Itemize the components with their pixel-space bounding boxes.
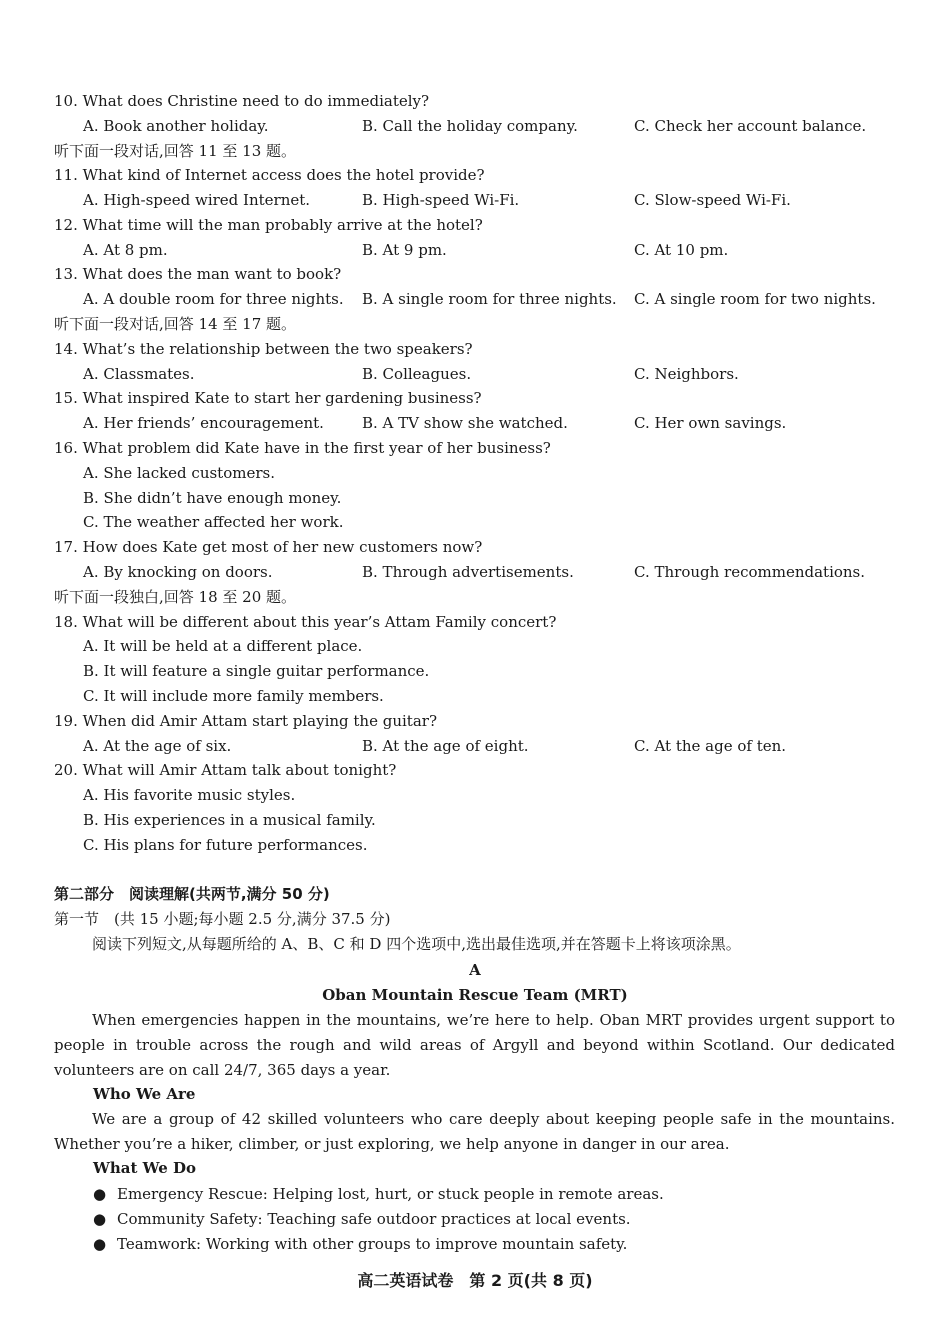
options-11 (83, 190, 923, 210)
question-14: 14. What’s the relationship between the two speakers? (54, 340, 473, 358)
options-10 (83, 116, 923, 136)
instruction-14-17: 听下面一段对话,回答 14 至 17 题。 (54, 315, 297, 333)
option-b: B. His experiences in a musical family. (83, 811, 376, 829)
question-20: 20. What will Amir Attam talk about tonight? (54, 761, 397, 779)
section1-heading: 第一节 (共 15 小题;每小题 2.5 分,满分 37.5 分) (54, 910, 391, 928)
reading-instruction: 阅读下列短文,从每题所给的 A、B、C 和 D 四个选项中,选出最佳选项,并在答题卡上将该项涂黑。 (92, 935, 741, 953)
option-a: A. She lacked customers. (83, 464, 275, 482)
options-14 (83, 364, 923, 384)
question-17: 17. How does Kate get most of her new customers now? (54, 538, 483, 556)
option-b: B. It will feature a single guitar performance. (83, 662, 430, 680)
question-12: 12. What time will the man probably arrive at the hotel? (54, 216, 483, 234)
bullet-text: Teamwork: Working with other groups to improve mountain safety. (117, 1235, 628, 1253)
what-heading: What We Do (93, 1159, 197, 1177)
option-c: C. The weather affected her work. (83, 513, 344, 531)
bullet-text: Emergency Rescue: Helping lost, hurt, or stuck people in remote areas. (117, 1185, 664, 1203)
passage-letter: A (469, 961, 481, 979)
bullet-icon: ● (93, 1210, 107, 1228)
option-b: B. A TV show she watched. (362, 414, 568, 432)
option-b: B. A single room for three nights. (362, 290, 617, 308)
option-a: A. Book another holiday. (83, 117, 269, 135)
option-b: B. High-speed Wi-Fi. (362, 191, 520, 209)
option-a: A. At 8 pm. (83, 241, 168, 259)
option-a: A. By knocking on doors. (83, 563, 273, 581)
option-b: B. Through advertisements. (362, 563, 574, 581)
question-13: 13. What does the man want to book? (54, 265, 342, 283)
options-19 (83, 736, 923, 756)
option-c: C. Check her account balance. (634, 117, 867, 135)
instruction-11-13: 听下面一段对话,回答 11 至 13 题。 (54, 142, 297, 160)
list-item (93, 1184, 664, 1204)
option-b: B. At 9 pm. (362, 241, 447, 259)
option-c: C. A single room for two nights. (634, 290, 876, 308)
question-19: 19. When did Amir Attam start playing the guitar? (54, 712, 437, 730)
option-a: A. High-speed wired Internet. (83, 191, 311, 209)
option-b: B. Colleagues. (362, 365, 472, 383)
list-item (93, 1234, 627, 1254)
question-11: 11. What kind of Internet access does the hotel provide? (54, 166, 485, 184)
who-text: We are a group of 42 skilled volunteers who care deeply about keeping people safe in the mountains. Whether you’re a hiker, climber, or just exploring, we help anyone in danger in our area. (54, 1110, 895, 1153)
options-12 (83, 240, 923, 260)
question-15: 15. What inspired Kate to start her gardening business? (54, 389, 482, 407)
option-a: A. Her friends’ encouragement. (83, 414, 324, 432)
list-item (93, 1209, 631, 1229)
options-15 (83, 413, 923, 433)
question-16: 16. What problem did Kate have in the first year of her business? (54, 439, 551, 457)
option-a: A. A double room for three nights. (83, 290, 344, 308)
question-18: 18. What will be different about this year’s Attam Family concert? (54, 613, 557, 631)
option-c: C. Neighbors. (634, 365, 739, 383)
option-b: B. She didn’t have enough money. (83, 489, 342, 507)
who-heading: Who We Are (93, 1085, 196, 1103)
option-c: C. At the age of ten. (634, 737, 787, 755)
option-b: B. Call the holiday company. (362, 117, 578, 135)
question-10: 10. What does Christine need to do immediately? (54, 92, 430, 110)
passage-title: Oban Mountain Rescue Team (MRT) (322, 986, 628, 1004)
option-a: A. At the age of six. (83, 737, 232, 755)
option-a: A. His favorite music styles. (83, 786, 296, 804)
option-c: C. At 10 pm. (634, 241, 729, 259)
bullet-icon: ● (93, 1235, 107, 1253)
passage-intro: When emergencies happen in the mountains, we’re here to help. Oban MRT provides urgent support to people in trouble across the rough and wild areas of Argyll and beyond within Scotland. Our dedicated volunteers are on call 24/7, 365 days a year. (54, 1011, 895, 1079)
option-c: C. Slow-speed Wi-Fi. (634, 191, 791, 209)
bullet-text: Community Safety: Teaching safe outdoor practices at local events. (117, 1210, 631, 1228)
part2-heading: 第二部分 阅读理解(共两节,满分 50 分) (54, 885, 330, 903)
option-a: A. Classmates. (83, 365, 195, 383)
option-c: C. Her own savings. (634, 414, 787, 432)
instruction-18-20: 听下面一段独白,回答 18 至 20 题。 (54, 588, 297, 606)
option-b: B. At the age of eight. (362, 737, 529, 755)
option-c: C. Through recommendations. (634, 563, 866, 581)
options-17 (83, 562, 923, 582)
option-c: C. It will include more family members. (83, 687, 384, 705)
page-footer: 高二英语试卷 第 2 页(共 8 页) (357, 1271, 593, 1290)
options-13 (83, 289, 923, 309)
option-c: C. His plans for future performances. (83, 836, 368, 854)
bullet-icon: ● (93, 1185, 107, 1203)
option-a: A. It will be held at a different place. (83, 637, 363, 655)
